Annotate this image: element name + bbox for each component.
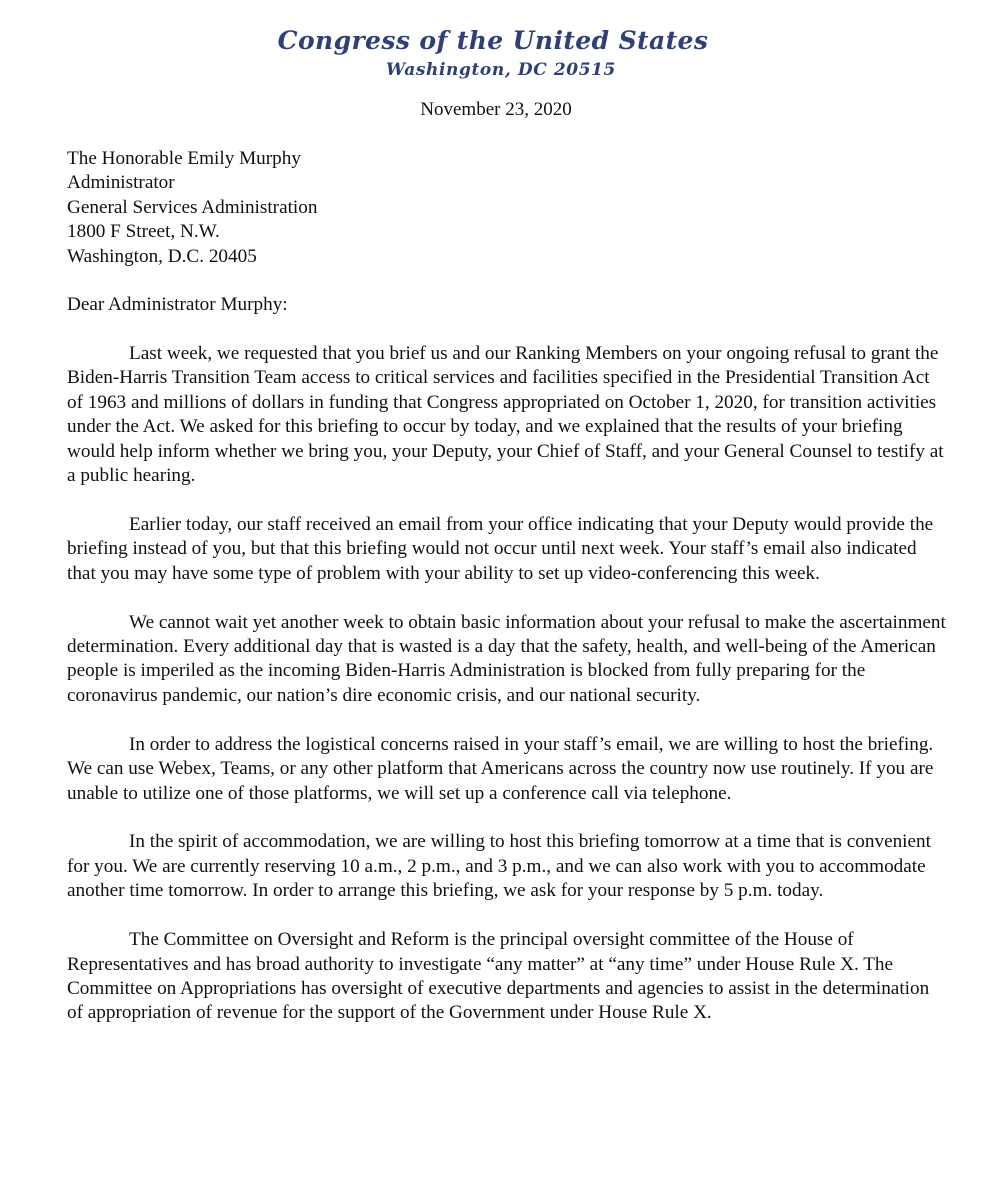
salutation: Dear Administrator Murphy: — [67, 294, 288, 316]
letterhead-title: Congress of the United States — [277, 26, 709, 55]
recipient-street: 1800 F Street, N.W. — [67, 221, 220, 243]
recipient-city: Washington, D.C. 20405 — [67, 245, 257, 267]
letter-date: November 23, 2020 — [420, 99, 572, 120]
body-paragraph-6: The Committee on Oversight and Reform is the principal oversight committee of the House of Representatives and has broad authority to investigate “any matter” at “any time” under House Rule X. The Committee on Appropriations has oversight of executive departments and agencies to assist in the determination of appropriation of revenue for the support of the Government under House Rule X. — [67, 929, 930, 1024]
body-paragraph-3: We cannot wait yet another week to obtain basic information about your refusal to make the ascertainment determination. Every additional day that is wasted is a day that the safety, health, and well-being of the American people is imperiled as the incoming Biden-Harris Administration is blocked from fully preparing for the coronavirus pandemic, our nation’s dire economic crisis, and our national security. — [67, 611, 946, 706]
recipient-address-block — [67, 147, 947, 269]
recipient-name: The Honorable Emily Murphy — [67, 148, 301, 169]
body-paragraph-5: In the spirit of accommodation, we are willing to host this briefing tomorrow at a time that is convenient for you. We are currently reserving 10 a.m., 2 p.m., and 3 p.m., and we can also work with you to accommodate another time tomorrow. In order to arrange this briefing, we ask for your response by 5 p.m. today. — [67, 831, 931, 902]
letter-content — [67, 147, 947, 1026]
body-paragraph-2: Earlier today, our staff received an email from your office indicating that your Deputy would provide the briefing instead of you, but that this briefing would not occur until next week. Your staff’s email also indicated that you may have some type of problem with your ability to set up video-conferencing this week. — [67, 513, 934, 584]
letterhead-address: Washington, DC 20515 — [386, 60, 616, 80]
recipient-agency: General Services Administration — [67, 196, 318, 218]
recipient-title: Administrator — [67, 172, 175, 194]
body-paragraph-4: In order to address the logistical concerns raised in your staff’s email, we are willing to host the briefing. We can use Webex, Teams, or any other platform that Americans across the country now use routinely. If you are unable to utilize one of those platforms, we will set up a conference call via telephone. — [67, 733, 934, 804]
letterhead — [0, 26, 992, 82]
body-paragraph-1: Last week, we requested that you brief us and our Ranking Members on your ongoing refusal to grant the Biden-Harris Transition Team access to critical services and facilities specified in the Presidential Transition Act of 1963 and millions of dollars in funding that Congress appropriated on October 1, 2020, for transition activities under the Act. We asked for this briefing to occur by today, and we explained that the results of your briefing would help inform whether we bring you, your Deputy, your Chief of Staff, and your General Counsel to testify at a public hearing. — [67, 342, 944, 486]
